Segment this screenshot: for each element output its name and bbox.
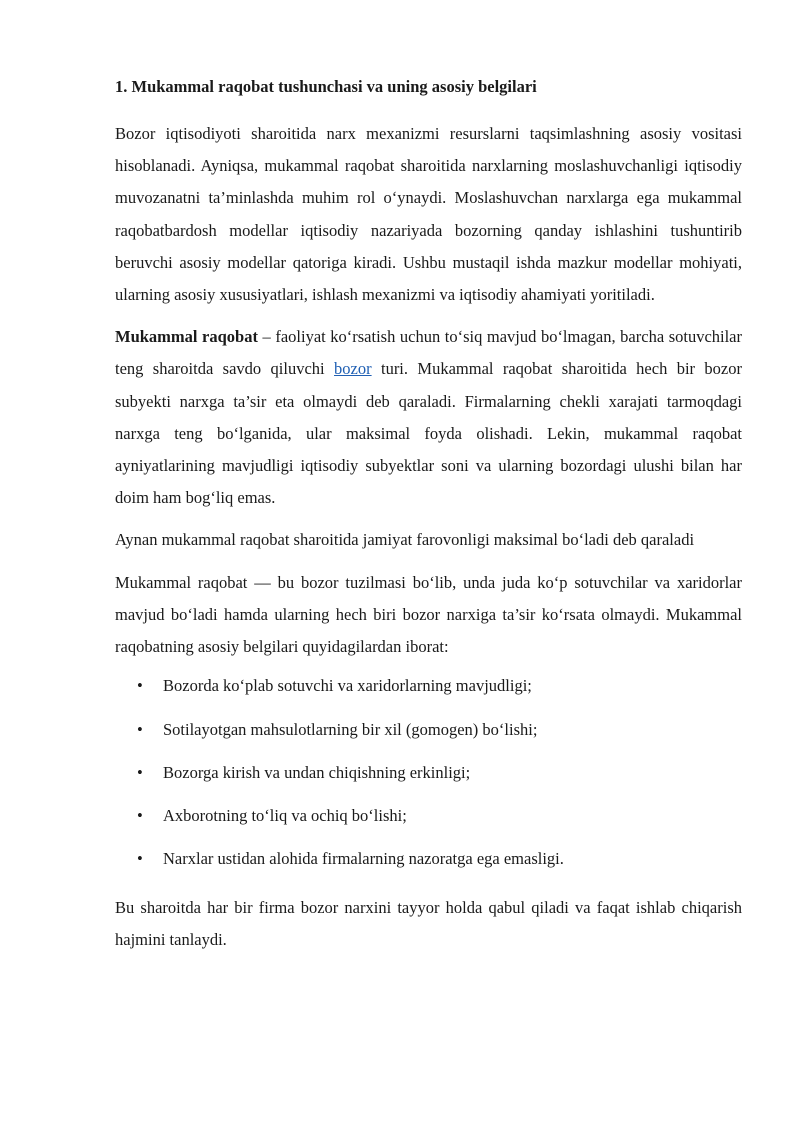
list-item-text: Axborotning to‘liq va ochiq bo‘lishi; (163, 806, 407, 826)
list-item-text: Sotilayotgan mahsulotlarning bir xil (gomogen) bo‘lishi; (163, 719, 538, 739)
section-heading: 1. Mukammal raqobat tushunchasi va uning asosiy belgilari (115, 77, 537, 96)
definition-text-start: – faoliyat ko‘rsatish uchun to‘siq mavjud bo‘lmagan, barcha sotuvchilar teng sharoitda savdo qiluvchi (115, 327, 743, 379)
welfare-paragraph: Aynan mukammal raqobat sharoitida jamiyat farovonligi maksimal bo‘ladi deb qaraladi (115, 530, 695, 550)
definition-text-end: turi. Mukammal raqobat sharoitida hech bir bozor subyekti narxga ta’sir eta olmaydi deb qaraladi. Firmalarning chekli xarajati tarmoqdagi narxga teng bo‘lganida, ular maksimal foyda olishadi. Lekin, mukammal raqobat ayniyatlarining mavjudligi iqtisodiy subyektlar soni va ularning bozordagi ulushi bilan har doim ham bog‘liq emas. (115, 359, 742, 508)
conclusion-paragraph: Bu sharoitda har bir firma bozor narxini tayyor holda qabul qiladi va faqat ishlab chiqarish hajmini tanlaydi. (115, 897, 742, 949)
list-item (115, 719, 742, 741)
bullet-icon: • (137, 762, 143, 782)
intro-paragraph: Bozor iqtisodiyoti sharoitida narx mexanizmi resurslarni taqsimlashning asosiy vositasi hisoblanadi. Ayniqsa, mukammal raqobat sharoitida narxlarning moslashuvchanligi iqtisodiy muvozanatni ta’minlashda muhim rol o‘ynaydi. Moslashuvchan narxlarga ega mukammal raqobatbardosh modellar iqtisodiy nazariyada bozorning qanday ishlashini tushuntirib beruvchi asosiy modellar qatoriga kiradi. Ushbu mustaqil ishda mazkur modellar mohiyati, ularning asosiy xususiyatlari, ishlash mexanizmi va iqtisodiy ahamiyati yoritiladi. (115, 124, 742, 305)
definition-term: Mukammal raqobat (115, 327, 258, 347)
structure-paragraph: Mukammal raqobat — bu bozor tuzilmasi bo‘lib, unda juda ko‘p sotuvchilar va xaridorlar mavjud bo‘ladi hamda ularning hech biri bozor narxiga ta’sir ko‘rsata olmaydi. Mukammal raqobatning asosiy belgilari quyidagilardan iborat: (115, 572, 742, 657)
list-item (115, 762, 742, 784)
list-item-text: Bozorga kirish va undan chiqishning erkinligi; (163, 762, 471, 782)
features-list (115, 675, 742, 870)
list-item (115, 805, 742, 827)
bullet-icon: • (137, 849, 143, 869)
list-item-text: Narxlar ustidan alohida firmalarning nazoratga ega emasligi. (163, 849, 564, 869)
list-item-text: Bozorda ko‘plab sotuvchi va xaridorlarning mavjudligi; (163, 676, 532, 696)
document-page (115, 70, 742, 966)
bullet-icon: • (137, 719, 143, 739)
bullet-icon: • (137, 676, 143, 696)
list-item (115, 848, 742, 870)
bozor-link[interactable]: bozor (334, 359, 372, 379)
list-item (115, 675, 742, 697)
definition-paragraph (115, 321, 742, 514)
bullet-icon: • (137, 806, 143, 826)
